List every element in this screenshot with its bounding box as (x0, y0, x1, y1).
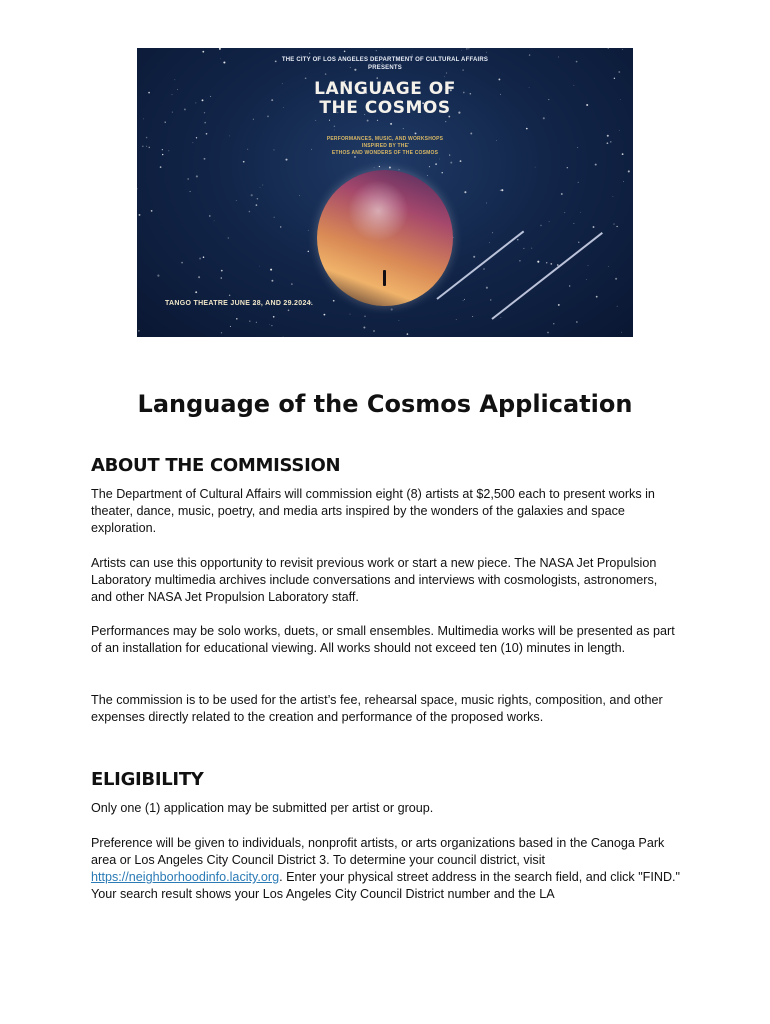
star (364, 315, 366, 317)
star (315, 120, 316, 121)
eligibility-text-before-link: Preference will be given to individuals, nonprofit artists, or arts organizations based in the Canoga Park area or Los Angeles City Council District 3. To determine your council district, visit (91, 836, 665, 867)
star (456, 319, 457, 320)
star (373, 330, 375, 332)
star (617, 306, 618, 307)
standing-figure-silhouette (383, 270, 386, 286)
star (165, 122, 166, 123)
star (586, 279, 587, 280)
star (285, 159, 287, 161)
star (567, 167, 568, 168)
star (206, 133, 208, 135)
star (466, 48, 467, 49)
star (236, 318, 238, 320)
document-title: Language of the Cosmos Application (137, 390, 633, 418)
star (490, 299, 491, 300)
star (334, 130, 335, 131)
star (344, 51, 346, 53)
star (256, 322, 257, 323)
star (269, 324, 270, 325)
star (280, 226, 281, 227)
star (308, 251, 310, 253)
star (221, 277, 223, 279)
star (139, 214, 141, 216)
star (616, 226, 617, 227)
star (613, 196, 614, 197)
star (283, 336, 284, 337)
star (486, 203, 487, 204)
star (143, 119, 144, 120)
star (138, 330, 140, 332)
star (403, 128, 404, 129)
star (486, 52, 487, 53)
star (473, 256, 475, 258)
star (489, 242, 490, 243)
star (470, 133, 472, 135)
star (486, 287, 488, 289)
star (391, 308, 393, 310)
star (230, 326, 231, 327)
star (325, 73, 326, 74)
star (299, 195, 300, 196)
star (271, 325, 272, 326)
star (445, 121, 446, 122)
star (578, 182, 579, 183)
star (614, 78, 615, 79)
star (407, 333, 409, 335)
star (564, 212, 565, 213)
star (379, 166, 380, 167)
poster-presenter-line1: THE CITY OF LOS ANGELES DEPARTMENT OF CULTURAL AFFAIRS (281, 57, 489, 63)
star (305, 77, 307, 79)
star (229, 295, 230, 296)
star (253, 119, 254, 120)
star (270, 269, 272, 271)
about-paragraph-1: The Department of Cultural Affairs will commission eight (8) artists at $2,500 each to present works in theater, dance, music, poetry, and media arts inspired by the wonders of the galaxies and space exploration. (91, 487, 655, 535)
star (204, 122, 206, 124)
poster-subtitle-line1: PERFORMANCES, MUSIC, AND WORKSHOPS (326, 136, 444, 142)
star (608, 48, 609, 49)
star (271, 280, 273, 282)
star (256, 204, 258, 206)
star (181, 262, 183, 264)
star (526, 128, 528, 130)
star (537, 261, 539, 263)
star (580, 212, 581, 213)
star (535, 167, 536, 168)
star (549, 221, 550, 222)
star (196, 175, 198, 177)
star (435, 163, 437, 165)
star (389, 167, 391, 169)
star (260, 187, 261, 188)
star (257, 198, 259, 200)
about-paragraph-3: Performances may be solo works, duets, or small ensembles. Multimedia works will be presented as part of an installation for educational viewing. All works should not exceed ten (10) minutes in length. (91, 624, 675, 655)
star (259, 266, 260, 267)
star (427, 175, 428, 176)
star (461, 50, 462, 51)
star (219, 48, 221, 50)
star (446, 72, 447, 73)
star (309, 53, 310, 54)
star (367, 120, 369, 122)
poster-venue-dates: TANGO THEATRE JUNE 28, AND 29.2024. (165, 300, 314, 307)
star (593, 226, 595, 228)
star (569, 285, 570, 286)
star (274, 217, 275, 218)
star (273, 316, 275, 318)
eligibility-text-after-link: . Enter your physical street address in the search field, and click "FIND." Your search result shows your Los Angeles City Council District number and the LA (91, 870, 681, 901)
star (596, 296, 598, 298)
star (329, 120, 330, 121)
star (483, 268, 484, 269)
star (209, 215, 210, 216)
star (334, 126, 336, 128)
star (243, 161, 245, 163)
about-commission-heading: ABOUT THE COMMISSION (91, 455, 341, 476)
poster-title-line2: THE COSMOS (319, 98, 451, 118)
star (221, 332, 222, 333)
star (376, 50, 377, 51)
star (442, 172, 443, 173)
star (291, 283, 292, 284)
star (558, 304, 560, 306)
poster-title (137, 80, 633, 118)
star (546, 262, 547, 263)
star (363, 326, 365, 328)
eligibility-paragraph-1: Only one (1) application may be submitted per artist or group. (91, 801, 434, 815)
star (195, 291, 197, 293)
neighborhood-info-link[interactable]: https://neighborhoodinfo.lacity.org (91, 870, 280, 884)
poster-subtitle-line3: ETHOS AND WONDERS OF THE COSMOS (331, 150, 439, 156)
star (203, 256, 205, 258)
poster-subtitle-line2: INSPIRED BY THE (361, 143, 409, 149)
star (523, 248, 524, 249)
star (429, 166, 430, 167)
star (595, 164, 597, 166)
eligibility-paragraph-2 (91, 835, 681, 903)
star (621, 332, 622, 333)
star (463, 300, 464, 301)
star (540, 225, 541, 226)
star (151, 210, 153, 212)
star (576, 321, 577, 322)
star (249, 211, 251, 213)
star (561, 193, 563, 195)
star (160, 166, 162, 168)
star (199, 258, 201, 260)
star (399, 169, 400, 170)
star (608, 266, 609, 267)
star (390, 123, 392, 125)
star (578, 242, 579, 243)
star (444, 76, 445, 77)
star (492, 232, 493, 233)
star (374, 167, 375, 168)
star (221, 270, 223, 272)
star (204, 158, 206, 160)
star (517, 239, 518, 240)
star (619, 130, 620, 131)
star (553, 323, 554, 324)
star (189, 191, 190, 192)
star (468, 48, 469, 49)
star (333, 300, 335, 302)
about-paragraph-4: The commission is to be used for the artist’s fee, rehearsal space, music rights, composition, and other expenses directly related to the creation and performance of the proposed works. (91, 693, 663, 724)
star (519, 260, 521, 262)
star (628, 170, 630, 172)
star (472, 316, 473, 317)
eligibility-heading: ELIGIBILITY (91, 769, 204, 790)
poster-presenter-line2: PRESENTS (368, 65, 402, 71)
about-paragraph-2: Artists can use this opportunity to revisit previous work or start a new piece. The NASA Jet Propulsion Laboratory multimedia archives include conversations and interviews with cosmologists, astronomers, and other NASA Jet Propulsion Laboratory staff. (91, 556, 658, 604)
star (157, 275, 159, 277)
star (501, 189, 503, 191)
star (615, 278, 617, 280)
star (531, 248, 532, 249)
star (324, 314, 326, 316)
event-poster-image (137, 48, 633, 337)
star (415, 132, 417, 134)
star (500, 190, 501, 191)
star (547, 332, 549, 334)
star (573, 223, 574, 224)
star (350, 314, 351, 315)
star (228, 238, 229, 239)
star (501, 317, 502, 318)
star (262, 185, 263, 186)
star (214, 221, 215, 222)
star (236, 200, 237, 201)
star (464, 299, 465, 300)
star (137, 188, 138, 189)
star (613, 224, 614, 225)
star (588, 265, 589, 266)
star (450, 162, 452, 164)
star (187, 178, 189, 180)
star (202, 51, 204, 53)
star (249, 321, 250, 322)
star (460, 160, 462, 162)
star (622, 49, 623, 50)
star (198, 276, 200, 278)
star (550, 263, 552, 265)
star (464, 191, 466, 193)
star (251, 194, 253, 196)
poster-title-line1: LANGUAGE OF (314, 79, 456, 99)
star (377, 120, 378, 121)
star (439, 159, 440, 160)
poster-subtitle (137, 136, 633, 157)
star (623, 181, 624, 182)
poster-presenter (137, 56, 633, 72)
star (399, 320, 400, 321)
star (288, 310, 290, 312)
star (308, 230, 309, 231)
